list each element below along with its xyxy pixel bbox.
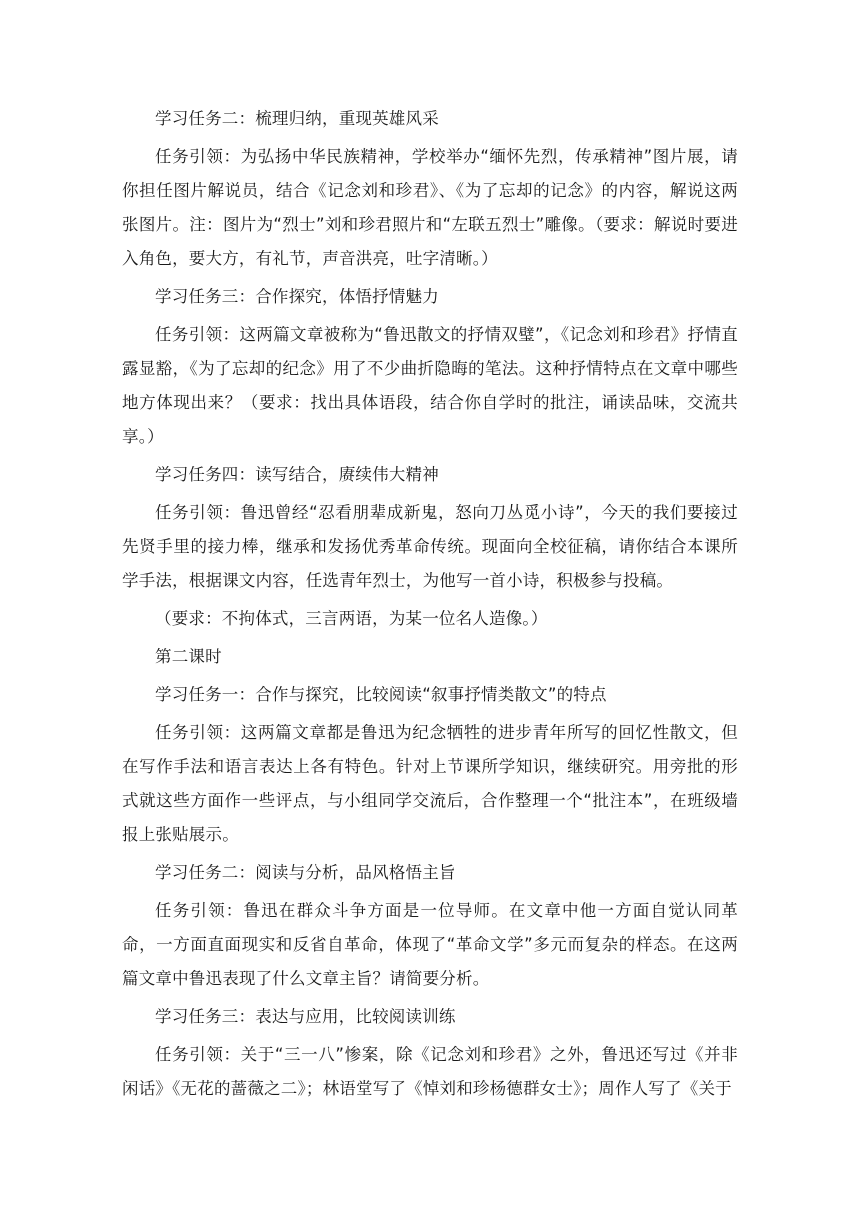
task-heading: 学习任务四：读写结合，赓续伟大精神 <box>155 465 439 484</box>
task-guidance: 任务引领：为弘扬中华民族精神，学校举办“缅怀先烈，传承精神”图片展，请你担任图片解说员，结合《记念刘和珍君》、《为了忘却的记念》的内容，解说这两张图片。注：图片为“烈士”刘和珍君照片和“左联五烈士”雕像。（要求：解说时要进入角色，要大方，有礼节，声音洪亮，吐字清晰。） <box>122 147 738 268</box>
task-heading: 学习任务三：合作探究，体悟抒情魅力 <box>155 287 439 306</box>
task-heading: 学习任务二：阅读与分析，品风格悟主旨 <box>155 863 456 882</box>
lesson-heading: 第二课时 <box>155 647 222 666</box>
task-heading: 学习任务二：梳理归纳，重现英雄风采 <box>155 109 439 128</box>
requirement-note: （要求：不拘体式，三言两语，为某一位名人造像。） <box>155 609 548 628</box>
task-guidance: 任务引领：这两篇文章被称为“鲁迅散文的抒情双璧”，《记念刘和珍君》抒情直露显豁，《为了忘却的纪念》用了不少曲折隐晦的笔法。这种抒情特点在文章中哪些地方体现出来？（要求：找出具体语段，结合你自学时的批注，诵读品味，交流共享。） <box>122 325 738 446</box>
task-guidance: 任务引领：关于“三一八”惨案，除《记念刘和珍君》之外，鲁迅还写过《并非闲话》《无花的蔷薇之二》；林语堂写了《悼刘和珍杨德群女士》；周作人写了《关于 <box>122 1045 738 1098</box>
task-guidance: 任务引领：鲁迅曾经“忍看朋辈成新鬼，怒向刀丛觅小诗”，今天的我们要接过先贤手里的接力棒，继承和发扬优秀革命传统。现面向全校征稿，请你结合本课所学手法，根据课文内容，任选青年烈士，为他写一首小诗，积极参与投稿。 <box>122 503 738 590</box>
task-heading: 学习任务一：合作与探究，比较阅读“叙事抒情类散文”的特点 <box>155 685 607 704</box>
document-page <box>122 102 738 1106</box>
task-heading: 学习任务三：表达与应用，比较阅读训练 <box>155 1007 456 1026</box>
task-guidance: 任务引领：这两篇文章都是鲁迅为纪念牺牲的进步青年所写的回忆性散文，但在写作手法和语言表达上各有特色。针对上节课所学知识，继续研究。用旁批的形式就这些方面作一些评点，与小组同学交流后，合作整理一个“批注本”，在班级墙报上张贴展示。 <box>122 723 738 844</box>
task-guidance: 任务引领：鲁迅在群众斗争方面是一位导师。在文章中他一方面自觉认同革命，一方面直面现实和反省自革命，体现了“革命文学”多元而复杂的样态。在这两篇文章中鲁迅表现了什么文章主旨？请简要分析。 <box>122 901 738 988</box>
